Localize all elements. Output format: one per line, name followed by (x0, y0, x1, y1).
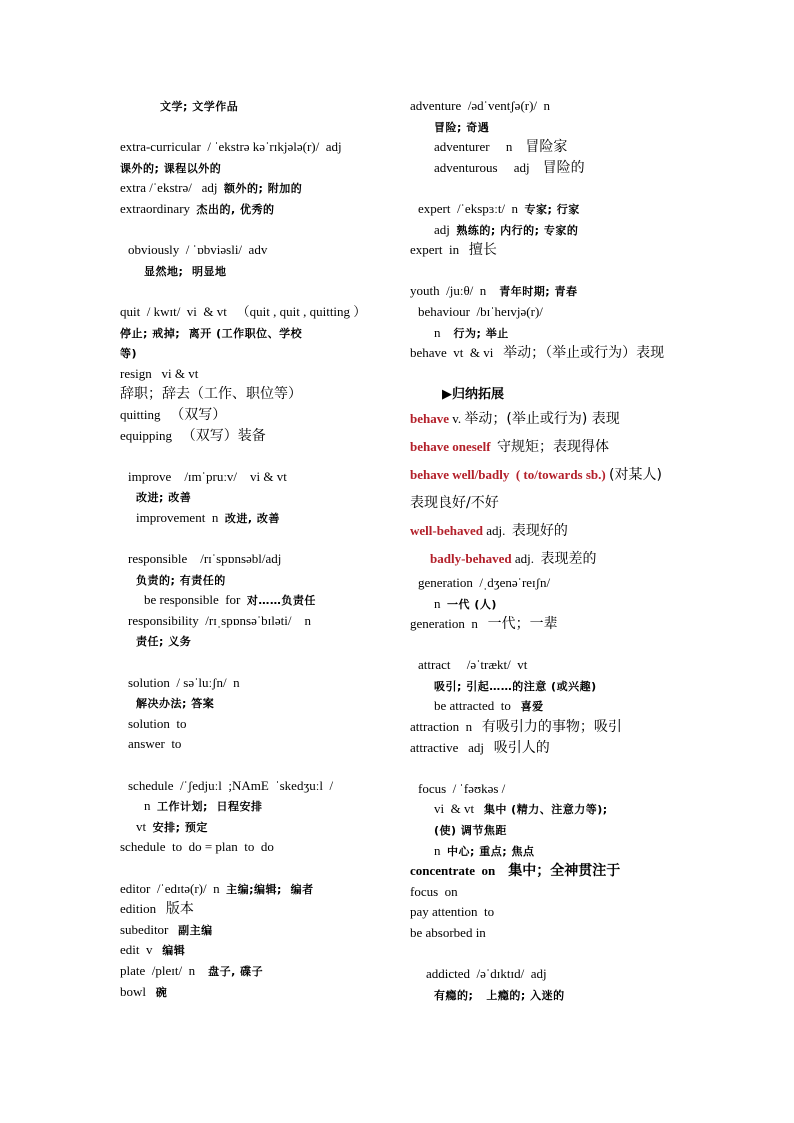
vocab-line (410, 240, 680, 261)
vocab-line (410, 779, 680, 800)
vocab-text: adventurous adj (434, 159, 543, 175)
blank-line (120, 652, 385, 673)
vocab-text: responsibility /rɪˌspɒnsəˈbɪləti/ n (128, 612, 312, 628)
vocab-text: extra-curricular / ˈekstrə kəˈrɪkjələ(r)/ adj (120, 139, 342, 155)
vocab-text: be absorbed in (410, 925, 486, 940)
vocab-text: behave vt & vi (410, 345, 504, 361)
vocab-line (410, 964, 680, 985)
vocab-text: extra /ˈekstrə/ adj (120, 180, 224, 196)
vocab-line (410, 517, 680, 545)
vocab-line (410, 96, 680, 117)
vocab-text: 安排; 预定 (152, 820, 208, 834)
vocab-line (120, 940, 385, 961)
vocab-line (410, 199, 680, 220)
vocab-line (120, 364, 385, 405)
vocab-line (120, 673, 385, 694)
blank-line (410, 364, 680, 385)
vocab-text: generation n (410, 616, 488, 632)
vocab-text: 一代；一辈 (487, 616, 558, 633)
vocab-text: 责任; 义务 (136, 635, 192, 649)
vocab-text: n (434, 595, 447, 611)
vocab-line (120, 240, 385, 261)
vocab-line (120, 178, 385, 199)
vocab-line (410, 573, 680, 594)
vocab-text: 表现差的 (540, 550, 597, 567)
vocab-text: 集中 (精力、注意力等); (483, 803, 608, 817)
vocab-text: responsible /rɪˈspɒnsəbl/adj (128, 551, 282, 567)
vocab-line (410, 861, 680, 882)
vocab-text: 负责的; 有责任的 (136, 573, 226, 587)
blank-line (120, 446, 385, 467)
vocab-text: vi & vt (434, 801, 484, 817)
vocab-text: 一代 (人) (447, 597, 497, 611)
vocab-text: 表现良好/不好 (410, 494, 499, 511)
vocab-line (410, 799, 680, 820)
vocab-text: n (434, 324, 454, 340)
vocab-text: 辞职；辞去（工作、职位等） (120, 386, 302, 403)
vocab-line (120, 426, 385, 447)
vocab-text: focus on (410, 883, 458, 899)
vocab-line (410, 594, 680, 615)
vocab-text: (对某人) (608, 466, 662, 483)
blank-line (120, 858, 385, 879)
vocab-line (410, 220, 680, 241)
vocab-line (120, 199, 385, 220)
vocab-text: 版本 (165, 901, 194, 918)
vocab-text: 文学; 文学作品 (160, 100, 239, 113)
vocab-text: adj (434, 221, 457, 237)
blank-line (120, 220, 385, 241)
vocab-line (120, 796, 385, 817)
vocab-text: behave well/badly ( to/towards sb.) (410, 466, 606, 482)
vocab-text: 吸引人的 (493, 739, 550, 756)
vocab-text: adventurer n (434, 139, 526, 155)
vocab-line (410, 281, 680, 302)
blank-line (410, 944, 680, 965)
vocab-text: well-behaved (410, 522, 483, 538)
vocab-text: （双写） (170, 406, 227, 423)
vocab-text: 副主编 (178, 923, 213, 937)
vocab-text: focus / ˈfəʊkəs / (418, 780, 506, 796)
vocab-line (120, 549, 385, 570)
vocab-text: 改进, 改善 (224, 511, 280, 525)
vocab-text: 举动；（举止或行为）表现 (503, 345, 665, 362)
vocab-text: improvement n (136, 509, 225, 525)
vocab-line (120, 920, 385, 941)
vocab-line (410, 676, 680, 697)
vocab-text: 有吸引力的事物；吸引 (481, 719, 622, 736)
vocab-text: bowl (120, 983, 156, 999)
vocab-text: schedule /ˈʃedjuːl ;NAmE ˈskedʒuːl / (128, 777, 334, 793)
vocab-line (120, 837, 385, 858)
vocab-text: edit v (120, 942, 163, 958)
vocab-line (120, 734, 385, 755)
vocab-text: subeditor (120, 921, 179, 937)
vocab-text: improve /ɪmˈpruːv/ vi & vt (128, 468, 287, 484)
blank-line (120, 281, 385, 302)
vocab-line (120, 982, 385, 1003)
vocab-line (410, 655, 680, 676)
vocab-line (120, 261, 385, 282)
vocab-text: quitting (120, 406, 171, 422)
blank-line (410, 758, 680, 779)
vocab-text: 举动；(举止或行为) 表现 (464, 410, 620, 427)
vocab-text: 编辑 (162, 944, 186, 958)
vocab-text: 盘子, 碟子 (208, 964, 264, 978)
vocab-text: 专家; 行家 (524, 202, 580, 216)
vocab-line (120, 302, 385, 323)
vocab-line (120, 590, 385, 611)
vocab-text: attractive adj (410, 739, 494, 755)
vocab-line (410, 902, 680, 923)
vocab-text: answer to (128, 736, 182, 752)
vocab-text: n (144, 798, 157, 814)
vocab-text: edition (120, 901, 166, 917)
vocab-text: behave (410, 410, 449, 426)
vocab-text: 守规矩；表现得体 (497, 438, 610, 455)
vocab-line (120, 879, 385, 900)
vocab-text: solution / səˈluːʃn/ n (128, 674, 240, 690)
vocab-line (410, 489, 680, 517)
vocab-line (410, 820, 680, 841)
vocab-line (410, 405, 680, 433)
vocab-text: expert /ˈekspɜːt/ n (418, 200, 525, 216)
vocab-text: (使) 调节焦距 (434, 824, 507, 838)
vocab-text: behaviour /bɪˈheɪvjə(r)/ (418, 303, 543, 319)
vocab-line (120, 508, 385, 529)
vocab-text: solution to (128, 715, 187, 731)
vocab-line (120, 323, 385, 344)
vocab-line (120, 817, 385, 838)
vocab-line (120, 343, 385, 364)
vocab-text: obviously / ˈɒbviəsli/ adv (128, 242, 268, 258)
vocab-text: 行为; 举止 (453, 326, 509, 340)
vocab-text: 杰出的, 优秀的 (196, 202, 275, 216)
vocab-line (120, 899, 385, 920)
vocab-line (410, 433, 680, 461)
vocab-text: schedule to do = plan to do (120, 839, 274, 855)
right-column (410, 96, 680, 1005)
vocab-text: vt (136, 818, 153, 834)
vocab-line (120, 776, 385, 797)
vocab-text: 等) (120, 347, 138, 361)
vocab-line (120, 137, 385, 158)
vocab-text: adventure /ədˈventʃə(r)/ n (410, 98, 551, 113)
left-column (120, 96, 385, 1002)
vocab-line (120, 570, 385, 591)
blank-line (120, 755, 385, 776)
vocab-line (120, 611, 385, 632)
blank-line (410, 261, 680, 282)
vocab-text: 对……负责任 (246, 594, 316, 608)
vocab-text: youth /juːθ/ n (410, 283, 500, 299)
vocab-line (120, 405, 385, 426)
vocab-text: pay attention to (410, 904, 495, 920)
vocab-text: extraordinary (120, 200, 197, 216)
vocab-line (120, 467, 385, 488)
vocab-text: be responsible for (144, 592, 247, 608)
blank-line (410, 635, 680, 656)
vocab-text: 有瘾的; 上瘾的; 入迷的 (434, 988, 565, 1002)
vocab-text: adj. (511, 550, 541, 566)
vocab-text: v. (449, 410, 465, 426)
vocab-line (410, 923, 680, 944)
blank-line (120, 528, 385, 549)
vocab-text: adj. (482, 522, 512, 538)
vocab-text: attract /əˈtrækt/ vt (418, 657, 528, 673)
vocab-text: 冒险家 (525, 139, 568, 156)
vocab-line (410, 841, 680, 862)
vocab-line (120, 714, 385, 735)
vocab-line (410, 302, 680, 323)
vocab-line (410, 158, 680, 179)
vocab-text: 青年时期; 青春 (499, 285, 578, 299)
vocab-text: equipping (120, 427, 182, 443)
vocab-line (120, 487, 385, 508)
vocab-line (410, 117, 680, 138)
blank-line (410, 178, 680, 199)
vocab-line (410, 738, 680, 759)
vocab-line (410, 461, 680, 489)
vocab-line (120, 693, 385, 714)
vocab-line (410, 137, 680, 158)
vocab-line (410, 384, 680, 405)
vocab-text: n (434, 842, 447, 858)
vocab-text: badly-behaved (430, 550, 512, 566)
vocab-line (120, 961, 385, 982)
vocab-text: 熟练的; 内行的; 专家的 (456, 223, 579, 237)
vocab-text: expert in (410, 242, 469, 258)
vocab-text: 解决办法; 答案 (136, 697, 215, 711)
vocab-text: 喜爱 (520, 700, 544, 714)
vocab-text: 擅长 (468, 242, 497, 259)
vocab-text: editor /ˈedɪtə(r)/ n (120, 880, 227, 896)
vocab-line (120, 158, 385, 179)
vocab-text: 碗 (155, 985, 168, 999)
vocab-line (410, 696, 680, 717)
vocab-text: 集中；全神贯注于 (508, 863, 621, 880)
vocab-text: 吸引; 引起……的注意 (或兴趣) (434, 679, 597, 693)
blank-line (120, 117, 385, 138)
vocab-text: 课外的; 课程以外的 (120, 161, 222, 175)
vocab-text: behave oneself (410, 438, 491, 454)
vocab-line (120, 96, 385, 117)
vocab-text: concentrate on (410, 863, 509, 879)
vocab-text: addicted /əˈdɪktɪd/ adj (426, 966, 547, 982)
vocab-line (410, 882, 680, 903)
vocab-line (410, 545, 680, 573)
vocab-text: （双写）装备 (181, 427, 266, 444)
vocab-text: 显然地; 明显地 (144, 264, 227, 278)
vocab-line (410, 614, 680, 635)
vocab-text: ▶归纳拓展 (442, 386, 504, 402)
vocab-line (410, 985, 680, 1006)
vocab-text: attraction n (410, 719, 482, 735)
vocab-line (410, 323, 680, 344)
vocab-text: 主编;编辑; 编者 (226, 882, 314, 896)
vocab-text: 改进; 改善 (136, 491, 192, 505)
vocab-text: 工作计划; 日程安排 (157, 800, 263, 814)
vocab-text: 中心; 重点; 焦点 (447, 844, 535, 858)
vocab-line (410, 717, 680, 738)
vocab-text: 冒险的 (542, 159, 585, 176)
vocab-line (120, 631, 385, 652)
vocab-text: generation /ˌdʒenəˈreɪʃn/ (418, 574, 551, 590)
vocab-text: be attracted to (434, 698, 521, 714)
vocab-text: 表现好的 (511, 522, 568, 539)
vocab-text: 冒险; 奇遇 (434, 120, 490, 134)
vocab-text: 停止; 戒掉; 离开 (工作职位、学校 (120, 326, 303, 340)
vocab-text: quit / kwɪt/ vi & vt （quit , quit , quitting ） (120, 303, 367, 319)
vocab-text: resign vi & vt (120, 365, 205, 381)
vocab-line (410, 343, 680, 364)
vocab-text: 额外的; 附加的 (223, 182, 303, 196)
vocab-text: plate /pleɪt/ n (120, 962, 209, 978)
